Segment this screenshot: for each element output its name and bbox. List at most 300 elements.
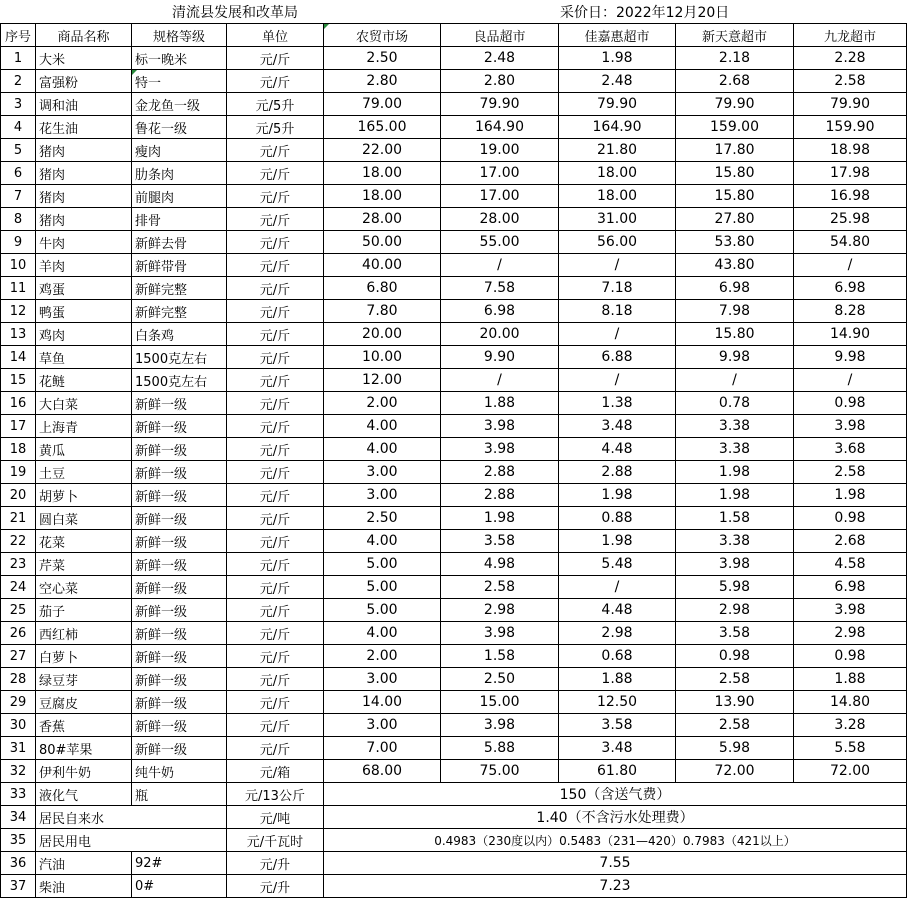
cell-unit[interactable]: 元/斤 <box>227 231 324 254</box>
cell-item[interactable]: 羊肉 <box>36 254 132 277</box>
cell-price[interactable]: 56.00 <box>559 231 676 254</box>
cell-price[interactable]: 1.58 <box>676 507 794 530</box>
cell-price[interactable]: 14.80 <box>794 691 907 714</box>
cell-price[interactable]: 4.98 <box>441 553 559 576</box>
cell-spec[interactable]: 92# <box>132 852 227 875</box>
cell-price[interactable]: 3.98 <box>441 438 559 461</box>
cell-spec[interactable]: 纯牛奶 <box>132 760 227 783</box>
cell-price[interactable]: 15.00 <box>441 691 559 714</box>
cell-price[interactable]: 3.00 <box>324 484 441 507</box>
cell-price[interactable]: 15.80 <box>676 323 794 346</box>
cell-price[interactable]: 10.00 <box>324 346 441 369</box>
cell-index[interactable]: 34 <box>1 806 36 829</box>
cell-price[interactable]: 13.90 <box>676 691 794 714</box>
cell-price[interactable]: 2.18 <box>676 47 794 70</box>
cell-price[interactable]: 2.68 <box>794 530 907 553</box>
cell-spec[interactable]: 0# <box>132 875 227 898</box>
cell-item[interactable]: 牛肉 <box>36 231 132 254</box>
cell-item[interactable]: 鸭蛋 <box>36 300 132 323</box>
cell-price[interactable]: 43.80 <box>676 254 794 277</box>
cell-price[interactable]: 7.00 <box>324 737 441 760</box>
cell-spec[interactable]: 新鲜一级 <box>132 530 227 553</box>
cell-price[interactable]: 3.98 <box>441 714 559 737</box>
cell-price[interactable]: 2.98 <box>441 599 559 622</box>
cell-price[interactable]: 3.58 <box>441 530 559 553</box>
cell-index[interactable]: 16 <box>1 392 36 415</box>
cell-price[interactable]: 159.90 <box>794 116 907 139</box>
cell-spec[interactable]: 1500克左右 <box>132 346 227 369</box>
cell-index[interactable]: 3 <box>1 93 36 116</box>
cell-item[interactable]: 花生油 <box>36 116 132 139</box>
cell-price[interactable]: 17.00 <box>441 185 559 208</box>
cell-unit[interactable]: 元/斤 <box>227 254 324 277</box>
cell-price[interactable]: 2.88 <box>559 461 676 484</box>
cell-price-merged[interactable]: 1.40（不含污水处理费） <box>324 806 907 829</box>
cell-spec[interactable]: 新鲜一级 <box>132 599 227 622</box>
cell-spec[interactable]: 新鲜一级 <box>132 576 227 599</box>
cell-item[interactable]: 鸡肉 <box>36 323 132 346</box>
cell-item[interactable]: 西红柿 <box>36 622 132 645</box>
cell-price[interactable]: 18.00 <box>559 162 676 185</box>
cell-spec[interactable]: 新鲜一级 <box>132 668 227 691</box>
cell-item[interactable]: 80#苹果 <box>36 737 132 760</box>
cell-index[interactable]: 18 <box>1 438 36 461</box>
cell-price[interactable]: 2.58 <box>676 668 794 691</box>
cell-index[interactable]: 7 <box>1 185 36 208</box>
cell-price[interactable]: 6.98 <box>441 300 559 323</box>
cell-price[interactable]: 4.00 <box>324 530 441 553</box>
cell-price[interactable]: 4.00 <box>324 415 441 438</box>
cell-index[interactable]: 5 <box>1 139 36 162</box>
cell-item[interactable]: 绿豆芽 <box>36 668 132 691</box>
cell-index[interactable]: 31 <box>1 737 36 760</box>
cell-index[interactable]: 15 <box>1 369 36 392</box>
cell-price[interactable]: 61.80 <box>559 760 676 783</box>
cell-price[interactable]: / <box>794 254 907 277</box>
cell-unit[interactable]: 元/斤 <box>227 691 324 714</box>
cell-price[interactable]: 79.90 <box>794 93 907 116</box>
cell-price[interactable]: 14.90 <box>794 323 907 346</box>
cell-price[interactable]: / <box>559 254 676 277</box>
cell-item[interactable]: 茄子 <box>36 599 132 622</box>
cell-item[interactable]: 汽油 <box>36 852 132 875</box>
cell-price[interactable]: 2.50 <box>441 668 559 691</box>
cell-price[interactable]: 164.90 <box>559 116 676 139</box>
cell-unit[interactable]: 元/斤 <box>227 484 324 507</box>
cell-price[interactable]: 2.88 <box>441 484 559 507</box>
cell-spec[interactable]: 新鲜一级 <box>132 622 227 645</box>
cell-price[interactable]: 19.00 <box>441 139 559 162</box>
cell-unit[interactable]: 元/斤 <box>227 461 324 484</box>
cell-price[interactable]: 79.90 <box>676 93 794 116</box>
cell-price[interactable]: 17.98 <box>794 162 907 185</box>
cell-spec[interactable]: 肋条肉 <box>132 162 227 185</box>
cell-unit[interactable]: 元/斤 <box>227 277 324 300</box>
cell-index[interactable]: 22 <box>1 530 36 553</box>
cell-price[interactable]: 3.98 <box>676 553 794 576</box>
cell-unit[interactable]: 元/斤 <box>227 323 324 346</box>
cell-price[interactable]: 2.98 <box>676 599 794 622</box>
cell-price[interactable]: 2.80 <box>441 70 559 93</box>
cell-price[interactable]: 4.58 <box>794 553 907 576</box>
cell-price[interactable]: 75.00 <box>441 760 559 783</box>
col-header[interactable]: 佳嘉惠超市 <box>559 24 676 47</box>
cell-item[interactable]: 调和油 <box>36 93 132 116</box>
col-header[interactable]: 规格等级 <box>132 24 227 47</box>
cell-item[interactable]: 柴油 <box>36 875 132 898</box>
cell-item[interactable]: 富强粉 <box>36 70 132 93</box>
cell-index[interactable]: 29 <box>1 691 36 714</box>
cell-price[interactable]: 1.98 <box>676 484 794 507</box>
cell-price[interactable]: / <box>794 369 907 392</box>
cell-item[interactable]: 黄瓜 <box>36 438 132 461</box>
cell-price[interactable]: 2.48 <box>559 70 676 93</box>
cell-unit[interactable]: 元/斤 <box>227 162 324 185</box>
cell-spec[interactable]: 新鲜一级 <box>132 461 227 484</box>
cell-price[interactable]: 9.98 <box>676 346 794 369</box>
cell-price[interactable]: 1.98 <box>559 484 676 507</box>
cell-spec[interactable]: 瓶 <box>132 783 227 806</box>
cell-price[interactable]: / <box>441 254 559 277</box>
col-header[interactable]: 单位 <box>227 24 324 47</box>
cell-spec[interactable]: 特一 <box>132 70 227 93</box>
cell-price[interactable]: 3.28 <box>794 714 907 737</box>
cell-spec[interactable]: 新鲜带骨 <box>132 254 227 277</box>
cell-spec[interactable]: 新鲜一级 <box>132 507 227 530</box>
cell-index[interactable]: 2 <box>1 70 36 93</box>
cell-price[interactable]: 6.80 <box>324 277 441 300</box>
cell-price[interactable]: / <box>676 369 794 392</box>
cell-index[interactable]: 11 <box>1 277 36 300</box>
cell-item[interactable]: 上海青 <box>36 415 132 438</box>
cell-spec[interactable]: 新鲜去骨 <box>132 231 227 254</box>
cell-price[interactable]: 1.98 <box>794 484 907 507</box>
cell-item[interactable]: 空心菜 <box>36 576 132 599</box>
cell-index[interactable]: 8 <box>1 208 36 231</box>
cell-index[interactable]: 27 <box>1 645 36 668</box>
col-header[interactable]: 九龙超市 <box>794 24 907 47</box>
cell-price[interactable]: 25.98 <box>794 208 907 231</box>
cell-item[interactable]: 草鱼 <box>36 346 132 369</box>
cell-price-merged[interactable]: 7.23 <box>324 875 907 898</box>
cell-item[interactable]: 芹菜 <box>36 553 132 576</box>
cell-item[interactable]: 鸡蛋 <box>36 277 132 300</box>
cell-price[interactable]: 2.68 <box>676 70 794 93</box>
cell-price[interactable]: 3.38 <box>676 530 794 553</box>
cell-price[interactable]: 54.80 <box>794 231 907 254</box>
cell-unit[interactable]: 元/斤 <box>227 208 324 231</box>
cell-unit[interactable]: 元/13公斤 <box>227 783 324 806</box>
cell-price[interactable]: 3.98 <box>441 622 559 645</box>
cell-price[interactable]: 5.98 <box>676 737 794 760</box>
cell-item[interactable]: 大白菜 <box>36 392 132 415</box>
cell-unit[interactable]: 元/5升 <box>227 93 324 116</box>
cell-index[interactable]: 35 <box>1 829 36 852</box>
cell-price[interactable]: 5.00 <box>324 553 441 576</box>
cell-price[interactable]: 3.58 <box>559 714 676 737</box>
cell-price[interactable]: 7.98 <box>676 300 794 323</box>
cell-price[interactable]: 1.98 <box>559 47 676 70</box>
cell-item[interactable]: 大米 <box>36 47 132 70</box>
cell-price[interactable]: 6.98 <box>676 277 794 300</box>
cell-price[interactable]: 72.00 <box>794 760 907 783</box>
cell-spec[interactable]: 白条鸡 <box>132 323 227 346</box>
cell-price[interactable]: 12.00 <box>324 369 441 392</box>
cell-unit[interactable]: 元/斤 <box>227 438 324 461</box>
cell-price[interactable]: / <box>441 369 559 392</box>
cell-price[interactable]: 18.00 <box>324 185 441 208</box>
cell-price[interactable]: / <box>559 369 676 392</box>
cell-price[interactable]: 2.58 <box>441 576 559 599</box>
cell-price[interactable]: 2.50 <box>324 47 441 70</box>
cell-price-merged[interactable]: 7.55 <box>324 852 907 875</box>
cell-price[interactable]: 1.88 <box>794 668 907 691</box>
cell-spec[interactable]: 新鲜一级 <box>132 553 227 576</box>
cell-unit[interactable]: 元/斤 <box>227 139 324 162</box>
cell-index[interactable]: 9 <box>1 231 36 254</box>
cell-price[interactable]: 6.98 <box>794 576 907 599</box>
cell-item[interactable]: 居民自来水 <box>36 806 227 829</box>
cell-index[interactable]: 20 <box>1 484 36 507</box>
cell-price[interactable]: 6.98 <box>794 277 907 300</box>
cell-price[interactable]: 20.00 <box>441 323 559 346</box>
cell-price[interactable]: 21.80 <box>559 139 676 162</box>
cell-spec[interactable]: 排骨 <box>132 208 227 231</box>
cell-price[interactable]: 79.90 <box>441 93 559 116</box>
cell-item[interactable]: 胡萝卜 <box>36 484 132 507</box>
cell-price[interactable]: / <box>559 576 676 599</box>
cell-price[interactable]: 72.00 <box>676 760 794 783</box>
cell-price[interactable]: 6.88 <box>559 346 676 369</box>
cell-item[interactable]: 猪肉 <box>36 162 132 185</box>
cell-price-merged[interactable]: 0.4983（230度以内）0.5483（231—420）0.7983（421以上） <box>324 829 907 852</box>
cell-price[interactable]: 5.48 <box>559 553 676 576</box>
cell-unit[interactable]: 元/斤 <box>227 507 324 530</box>
cell-unit[interactable]: 元/斤 <box>227 346 324 369</box>
cell-index[interactable]: 13 <box>1 323 36 346</box>
cell-index[interactable]: 28 <box>1 668 36 691</box>
cell-item[interactable]: 圆白菜 <box>36 507 132 530</box>
cell-item[interactable]: 居民用电 <box>36 829 227 852</box>
cell-price[interactable]: / <box>559 323 676 346</box>
col-header[interactable]: 良品超市 <box>441 24 559 47</box>
col-header[interactable]: 商品名称 <box>36 24 132 47</box>
cell-price[interactable]: 2.80 <box>324 70 441 93</box>
cell-spec[interactable]: 标一晚米 <box>132 47 227 70</box>
cell-spec[interactable]: 1500克左右 <box>132 369 227 392</box>
cell-price[interactable]: 0.98 <box>794 392 907 415</box>
cell-item[interactable]: 液化气 <box>36 783 132 806</box>
cell-price[interactable]: 2.98 <box>559 622 676 645</box>
cell-price[interactable]: 8.28 <box>794 300 907 323</box>
cell-index[interactable]: 37 <box>1 875 36 898</box>
cell-price[interactable]: 3.38 <box>676 415 794 438</box>
cell-price[interactable]: 9.98 <box>794 346 907 369</box>
cell-price[interactable]: 3.00 <box>324 714 441 737</box>
cell-index[interactable]: 26 <box>1 622 36 645</box>
cell-unit[interactable]: 元/千瓦时 <box>227 829 324 852</box>
cell-spec[interactable]: 新鲜一级 <box>132 484 227 507</box>
cell-unit[interactable]: 元/升 <box>227 875 324 898</box>
cell-index[interactable]: 30 <box>1 714 36 737</box>
cell-price[interactable]: 5.58 <box>794 737 907 760</box>
cell-spec[interactable]: 新鲜一级 <box>132 392 227 415</box>
cell-unit[interactable]: 元/斤 <box>227 70 324 93</box>
cell-unit[interactable]: 元/斤 <box>227 369 324 392</box>
col-header[interactable]: 序号 <box>1 24 36 47</box>
cell-price[interactable]: 5.00 <box>324 599 441 622</box>
cell-price[interactable]: 1.98 <box>676 461 794 484</box>
cell-price[interactable]: 15.80 <box>676 162 794 185</box>
cell-index[interactable]: 10 <box>1 254 36 277</box>
cell-item[interactable]: 猪肉 <box>36 139 132 162</box>
cell-index[interactable]: 14 <box>1 346 36 369</box>
cell-price[interactable]: 40.00 <box>324 254 441 277</box>
cell-price[interactable]: 5.00 <box>324 576 441 599</box>
cell-price[interactable]: 2.58 <box>676 714 794 737</box>
cell-index[interactable]: 4 <box>1 116 36 139</box>
cell-price[interactable]: 0.98 <box>794 645 907 668</box>
cell-unit[interactable]: 元/斤 <box>227 415 324 438</box>
cell-item[interactable]: 伊利牛奶 <box>36 760 132 783</box>
cell-price[interactable]: 1.88 <box>441 392 559 415</box>
cell-unit[interactable]: 元/斤 <box>227 47 324 70</box>
cell-price[interactable]: 28.00 <box>441 208 559 231</box>
cell-index[interactable]: 32 <box>1 760 36 783</box>
cell-unit[interactable]: 元/斤 <box>227 622 324 645</box>
cell-price[interactable]: 3.98 <box>441 415 559 438</box>
cell-price[interactable]: 1.98 <box>441 507 559 530</box>
cell-spec[interactable]: 新鲜一级 <box>132 438 227 461</box>
cell-price[interactable]: 2.00 <box>324 392 441 415</box>
cell-price[interactable]: 22.00 <box>324 139 441 162</box>
cell-price[interactable]: 3.38 <box>676 438 794 461</box>
cell-index[interactable]: 24 <box>1 576 36 599</box>
cell-price[interactable]: 0.78 <box>676 392 794 415</box>
cell-price[interactable]: 0.98 <box>676 645 794 668</box>
cell-price[interactable]: 2.58 <box>794 461 907 484</box>
cell-spec[interactable]: 前腿肉 <box>132 185 227 208</box>
col-header[interactable]: 农贸市场 <box>324 24 441 47</box>
cell-price[interactable]: 3.00 <box>324 461 441 484</box>
cell-price[interactable]: 0.88 <box>559 507 676 530</box>
cell-price[interactable]: 5.98 <box>676 576 794 599</box>
cell-unit[interactable]: 元/箱 <box>227 760 324 783</box>
cell-price[interactable]: 17.00 <box>441 162 559 185</box>
cell-price[interactable]: 14.00 <box>324 691 441 714</box>
cell-item[interactable]: 白萝卜 <box>36 645 132 668</box>
cell-index[interactable]: 17 <box>1 415 36 438</box>
cell-price[interactable]: 18.00 <box>559 185 676 208</box>
cell-price[interactable]: 31.00 <box>559 208 676 231</box>
cell-item[interactable]: 猪肉 <box>36 185 132 208</box>
cell-price[interactable]: 3.68 <box>794 438 907 461</box>
cell-price[interactable]: 2.28 <box>794 47 907 70</box>
cell-price[interactable]: 79.90 <box>559 93 676 116</box>
cell-price[interactable]: 4.48 <box>559 438 676 461</box>
cell-price[interactable]: 3.48 <box>559 737 676 760</box>
cell-spec[interactable]: 鲁花一级 <box>132 116 227 139</box>
cell-item[interactable]: 花鲢 <box>36 369 132 392</box>
cell-price[interactable]: 5.88 <box>441 737 559 760</box>
cell-spec[interactable]: 金龙鱼一级 <box>132 93 227 116</box>
cell-price[interactable]: 55.00 <box>441 231 559 254</box>
cell-index[interactable]: 33 <box>1 783 36 806</box>
cell-unit[interactable]: 元/斤 <box>227 645 324 668</box>
cell-price[interactable]: 28.00 <box>324 208 441 231</box>
col-header[interactable]: 新天意超市 <box>676 24 794 47</box>
cell-price[interactable]: 1.98 <box>559 530 676 553</box>
cell-index[interactable]: 6 <box>1 162 36 185</box>
cell-price[interactable]: 2.58 <box>794 70 907 93</box>
cell-price[interactable]: 27.80 <box>676 208 794 231</box>
cell-price[interactable]: 7.80 <box>324 300 441 323</box>
cell-unit[interactable]: 元/吨 <box>227 806 324 829</box>
cell-price[interactable]: 17.80 <box>676 139 794 162</box>
cell-price[interactable]: 0.98 <box>794 507 907 530</box>
cell-price[interactable]: 4.00 <box>324 622 441 645</box>
cell-unit[interactable]: 元/斤 <box>227 576 324 599</box>
cell-index[interactable]: 12 <box>1 300 36 323</box>
cell-price[interactable]: 3.98 <box>794 415 907 438</box>
cell-unit[interactable]: 元/斤 <box>227 392 324 415</box>
cell-index[interactable]: 19 <box>1 461 36 484</box>
cell-unit[interactable]: 元/斤 <box>227 553 324 576</box>
cell-item[interactable]: 土豆 <box>36 461 132 484</box>
cell-price[interactable]: 9.90 <box>441 346 559 369</box>
cell-unit[interactable]: 元/斤 <box>227 530 324 553</box>
cell-price[interactable]: 68.00 <box>324 760 441 783</box>
cell-item[interactable]: 香蕉 <box>36 714 132 737</box>
cell-index[interactable]: 1 <box>1 47 36 70</box>
cell-price[interactable]: 1.88 <box>559 668 676 691</box>
cell-unit[interactable]: 元/斤 <box>227 599 324 622</box>
cell-price[interactable]: 53.80 <box>676 231 794 254</box>
cell-item[interactable]: 花菜 <box>36 530 132 553</box>
cell-unit[interactable]: 元/升 <box>227 852 324 875</box>
cell-price[interactable]: 2.98 <box>794 622 907 645</box>
cell-price[interactable]: 50.00 <box>324 231 441 254</box>
cell-spec[interactable]: 瘦肉 <box>132 139 227 162</box>
cell-unit[interactable]: 元/斤 <box>227 714 324 737</box>
cell-unit[interactable]: 元/5升 <box>227 116 324 139</box>
cell-price[interactable]: 7.58 <box>441 277 559 300</box>
cell-price[interactable]: 3.48 <box>559 415 676 438</box>
cell-price[interactable]: 2.00 <box>324 645 441 668</box>
cell-price[interactable]: 3.00 <box>324 668 441 691</box>
cell-price[interactable]: 18.00 <box>324 162 441 185</box>
cell-price[interactable]: 165.00 <box>324 116 441 139</box>
cell-spec[interactable]: 新鲜一级 <box>132 645 227 668</box>
cell-price[interactable]: 2.48 <box>441 47 559 70</box>
cell-item[interactable]: 豆腐皮 <box>36 691 132 714</box>
cell-unit[interactable]: 元/斤 <box>227 737 324 760</box>
cell-price[interactable]: 8.18 <box>559 300 676 323</box>
cell-item[interactable]: 猪肉 <box>36 208 132 231</box>
cell-spec[interactable]: 新鲜一级 <box>132 691 227 714</box>
cell-spec[interactable]: 新鲜一级 <box>132 714 227 737</box>
cell-price[interactable]: 2.50 <box>324 507 441 530</box>
cell-price[interactable]: 0.68 <box>559 645 676 668</box>
cell-price[interactable]: 4.48 <box>559 599 676 622</box>
cell-unit[interactable]: 元/斤 <box>227 300 324 323</box>
cell-price[interactable]: 79.00 <box>324 93 441 116</box>
cell-spec[interactable]: 新鲜一级 <box>132 737 227 760</box>
cell-price[interactable]: 159.00 <box>676 116 794 139</box>
cell-unit[interactable]: 元/斤 <box>227 668 324 691</box>
cell-spec[interactable]: 新鲜一级 <box>132 415 227 438</box>
cell-price[interactable]: 15.80 <box>676 185 794 208</box>
